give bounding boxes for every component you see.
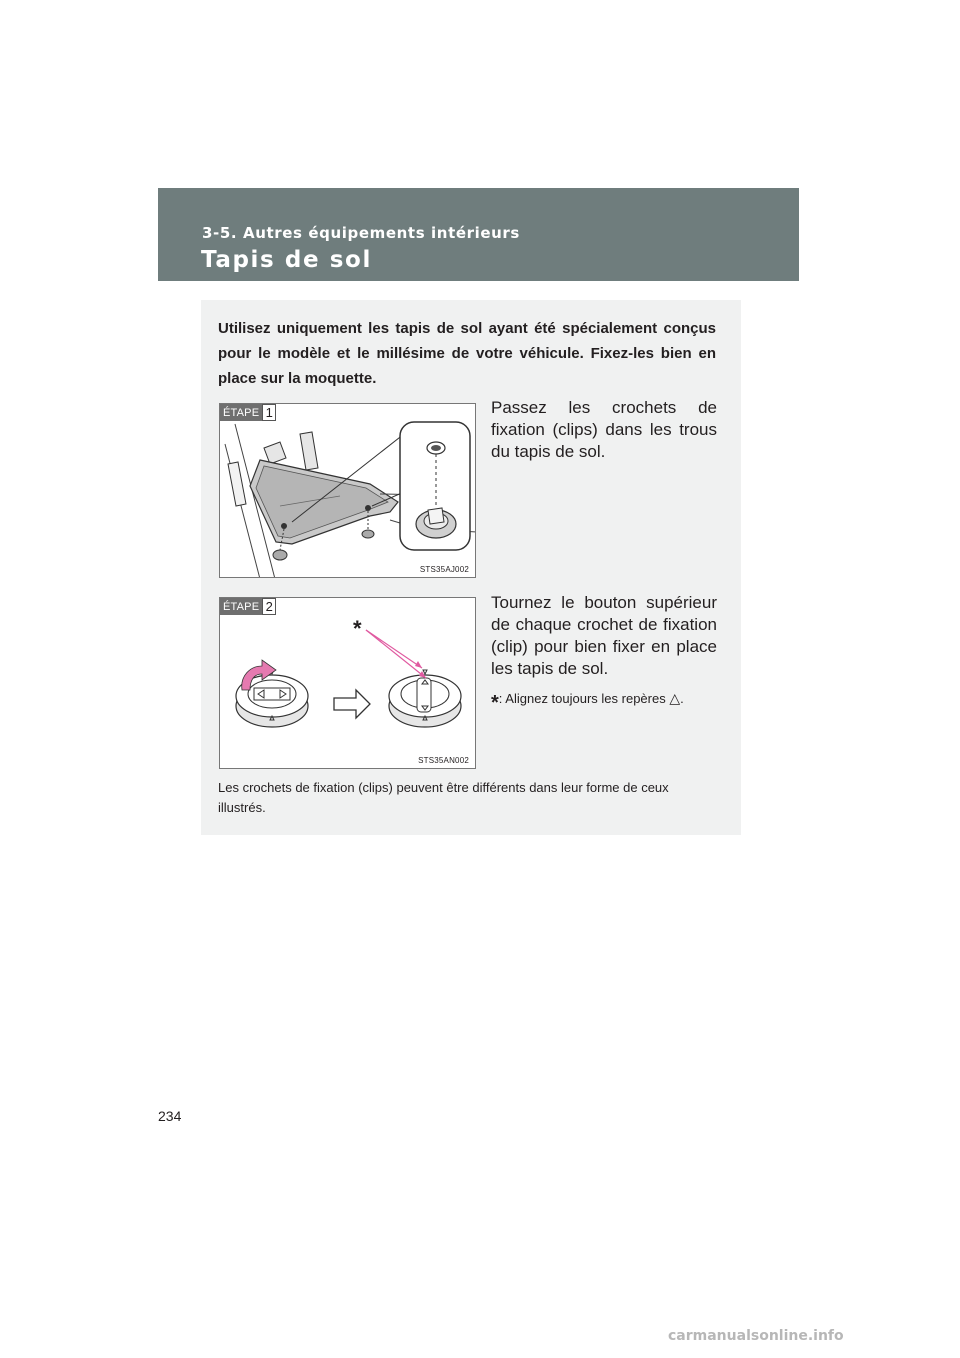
step2-text: Tournez le bouton supérieur de chaque crochet de fixation (clip) pour bien fixer en place les tapis de sol.	[491, 593, 717, 678]
section-header	[158, 188, 799, 281]
step1-figure	[219, 403, 476, 578]
page-number: 234	[158, 1108, 182, 1124]
step2-figure	[219, 597, 476, 769]
step2-badge	[220, 598, 276, 615]
step1-figure-code: STS35AJ002	[419, 565, 469, 574]
watermark: carmanualsonline.info	[668, 1328, 844, 1344]
page-title: Tapis de sol	[201, 247, 372, 273]
footnote-text: Les crochets de fixation (clips) peuvent être différents dans leur forme de ceux illustrés.	[218, 780, 669, 815]
note-asterisk: *	[491, 692, 499, 714]
step2-badge-word: ÉTAPE	[220, 598, 262, 615]
step1-text: Passez les crochets de fixation (clips) dans les trous du tapis de sol.	[491, 398, 717, 461]
step1-badge	[220, 404, 276, 421]
step2-badge-number: 2	[262, 598, 276, 615]
step1-badge-word: ÉTAPE	[220, 404, 262, 421]
alignment-note	[491, 690, 731, 715]
floor-mat-illustration	[220, 404, 476, 578]
step2-figure-code: STS35AN002	[418, 756, 469, 765]
note-end: .	[680, 691, 684, 706]
clip-rotation-illustration	[220, 598, 476, 769]
step1-badge-number: 1	[262, 404, 276, 421]
triangle-mark-icon: △	[669, 690, 681, 706]
note-text: : Alignez toujours les repères	[498, 691, 666, 706]
section-label: 3-5. Autres équipements intérieurs	[202, 224, 520, 242]
figure-asterisk: *	[353, 616, 362, 641]
intro-text: Utilisez uniquement les tapis de sol ayant été spécialement conçus pour le modèle et le millésime de votre véhicule. Fixez-les bien en place sur la moquette.	[218, 320, 716, 387]
